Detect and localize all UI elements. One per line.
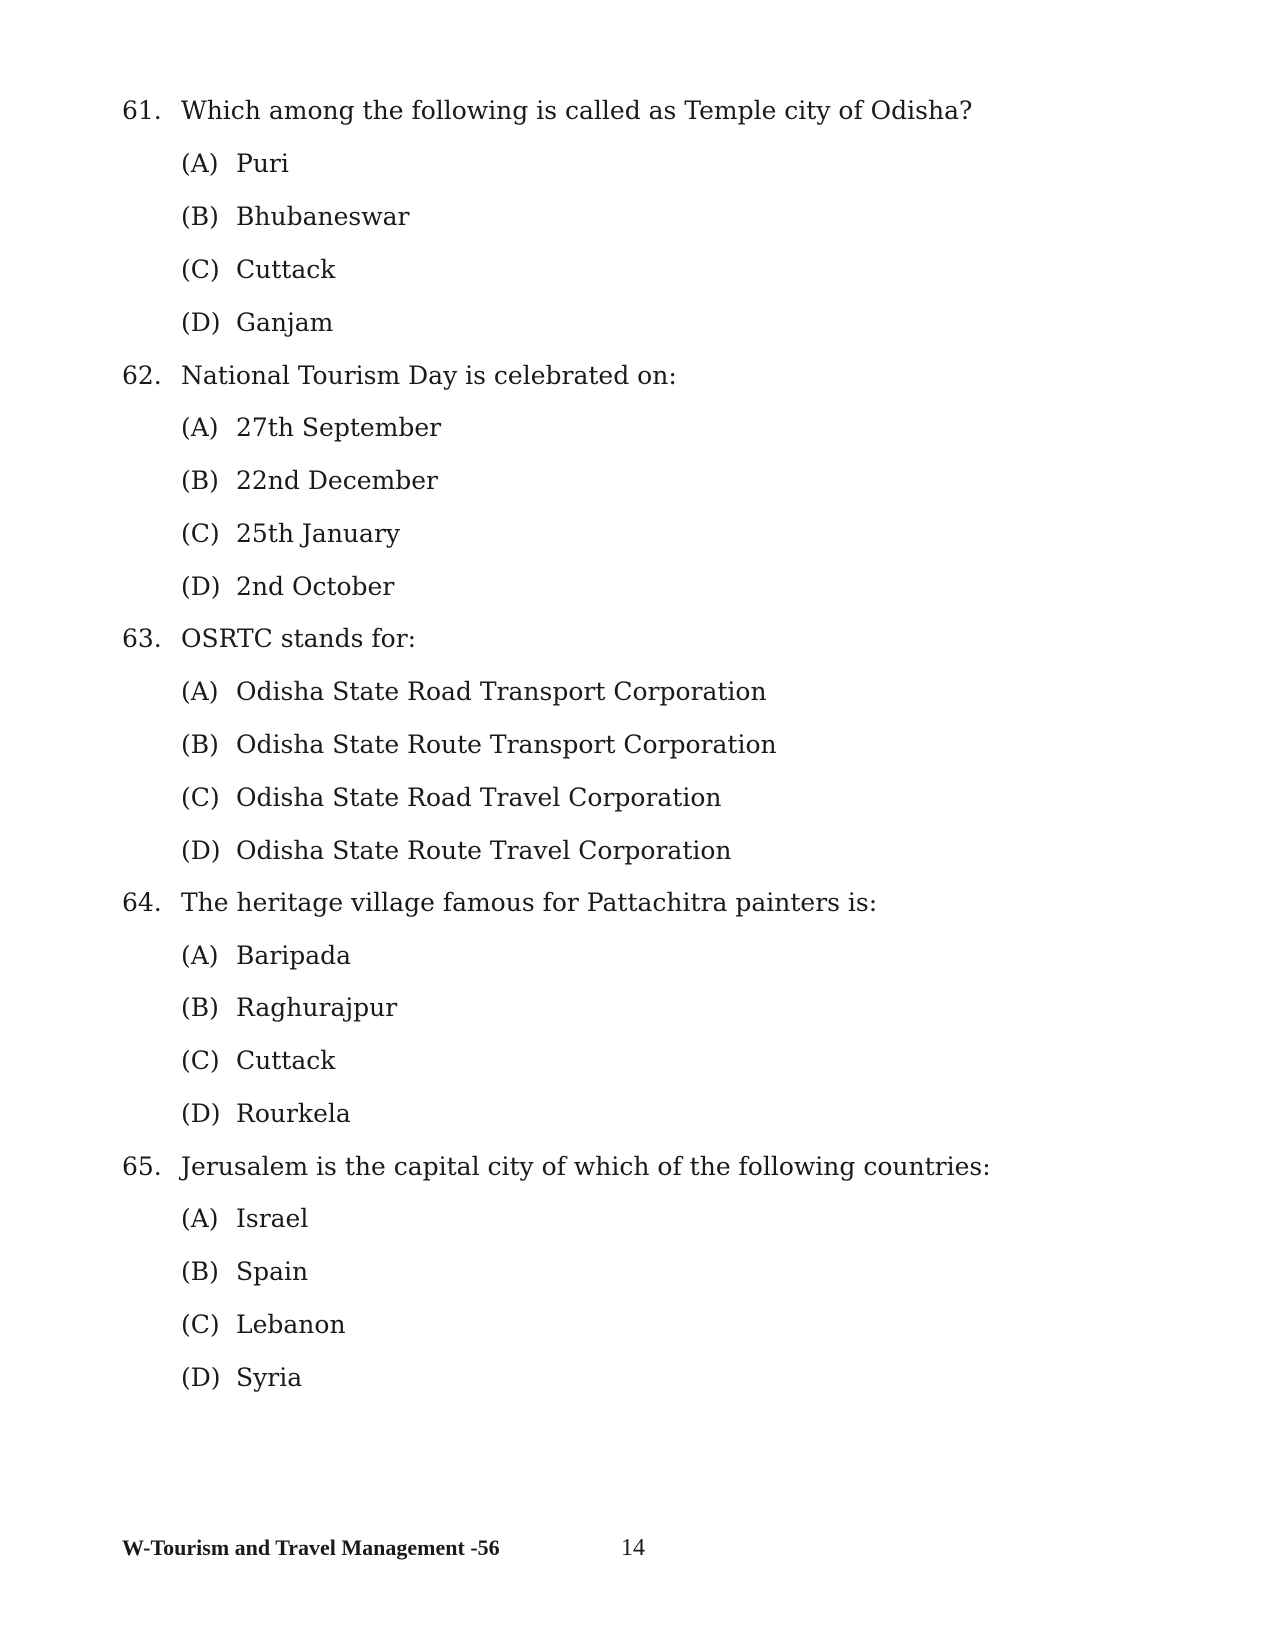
option-text: Israel bbox=[236, 1204, 309, 1233]
option-label: (B) bbox=[181, 1257, 219, 1286]
page-number: 14 bbox=[621, 1535, 645, 1561]
question-text: Which among the following is called as Temple city of Odisha? bbox=[181, 96, 973, 125]
question-text: The heritage village famous for Pattachitra painters is: bbox=[181, 888, 878, 917]
option-label: (C) bbox=[181, 1310, 220, 1339]
option-text: 25th January bbox=[236, 519, 401, 548]
option-label: (C) bbox=[181, 255, 220, 284]
question-text: Jerusalem is the capital city of which of the following countries: bbox=[181, 1152, 991, 1181]
option-text: 27th September bbox=[236, 413, 442, 442]
question-number: 62. bbox=[122, 361, 162, 390]
option-label: (A) bbox=[181, 149, 219, 178]
option-label: (A) bbox=[181, 413, 219, 442]
option-text: Bhubaneswar bbox=[236, 202, 410, 231]
option-text: Rourkela bbox=[236, 1099, 351, 1128]
question-number: 63. bbox=[122, 624, 162, 653]
option-label: (A) bbox=[181, 1204, 219, 1233]
option-text: Spain bbox=[236, 1257, 309, 1286]
option-label: (D) bbox=[181, 1099, 221, 1128]
option-label: (A) bbox=[181, 941, 219, 970]
option-label: (B) bbox=[181, 466, 219, 495]
option-label: (C) bbox=[181, 519, 220, 548]
option-text: Lebanon bbox=[236, 1310, 346, 1339]
option-text: 2nd October bbox=[236, 572, 395, 601]
option-label: (B) bbox=[181, 730, 219, 759]
option-text: Cuttack bbox=[236, 255, 336, 284]
option-text: Odisha State Route Transport Corporation bbox=[236, 730, 777, 759]
option-label: (C) bbox=[181, 783, 220, 812]
option-label: (C) bbox=[181, 1046, 220, 1075]
option-label: (D) bbox=[181, 836, 221, 865]
option-text: Raghurajpur bbox=[236, 993, 398, 1022]
option-label: (D) bbox=[181, 572, 221, 601]
option-label: (D) bbox=[181, 1363, 221, 1392]
option-text: Odisha State Road Travel Corporation bbox=[236, 783, 722, 812]
option-label: (B) bbox=[181, 202, 219, 231]
question-number: 64. bbox=[122, 888, 162, 917]
option-text: Ganjam bbox=[236, 308, 334, 337]
option-text: Odisha State Route Travel Corporation bbox=[236, 836, 732, 865]
option-text: Cuttack bbox=[236, 1046, 336, 1075]
question-number: 61. bbox=[122, 96, 162, 125]
option-label: (A) bbox=[181, 677, 219, 706]
question-text: OSRTC stands for: bbox=[181, 624, 417, 653]
question-number: 65. bbox=[122, 1152, 162, 1181]
option-text: Baripada bbox=[236, 941, 352, 970]
footer-title: W-Tourism and Travel Management -56 bbox=[122, 1535, 500, 1560]
question-text: National Tourism Day is celebrated on: bbox=[181, 361, 677, 390]
option-text: 22nd December bbox=[236, 466, 438, 495]
option-label: (B) bbox=[181, 993, 219, 1022]
option-text: Puri bbox=[236, 149, 289, 178]
option-label: (D) bbox=[181, 308, 221, 337]
option-text: Syria bbox=[236, 1363, 303, 1392]
option-text: Odisha State Road Transport Corporation bbox=[236, 677, 767, 706]
